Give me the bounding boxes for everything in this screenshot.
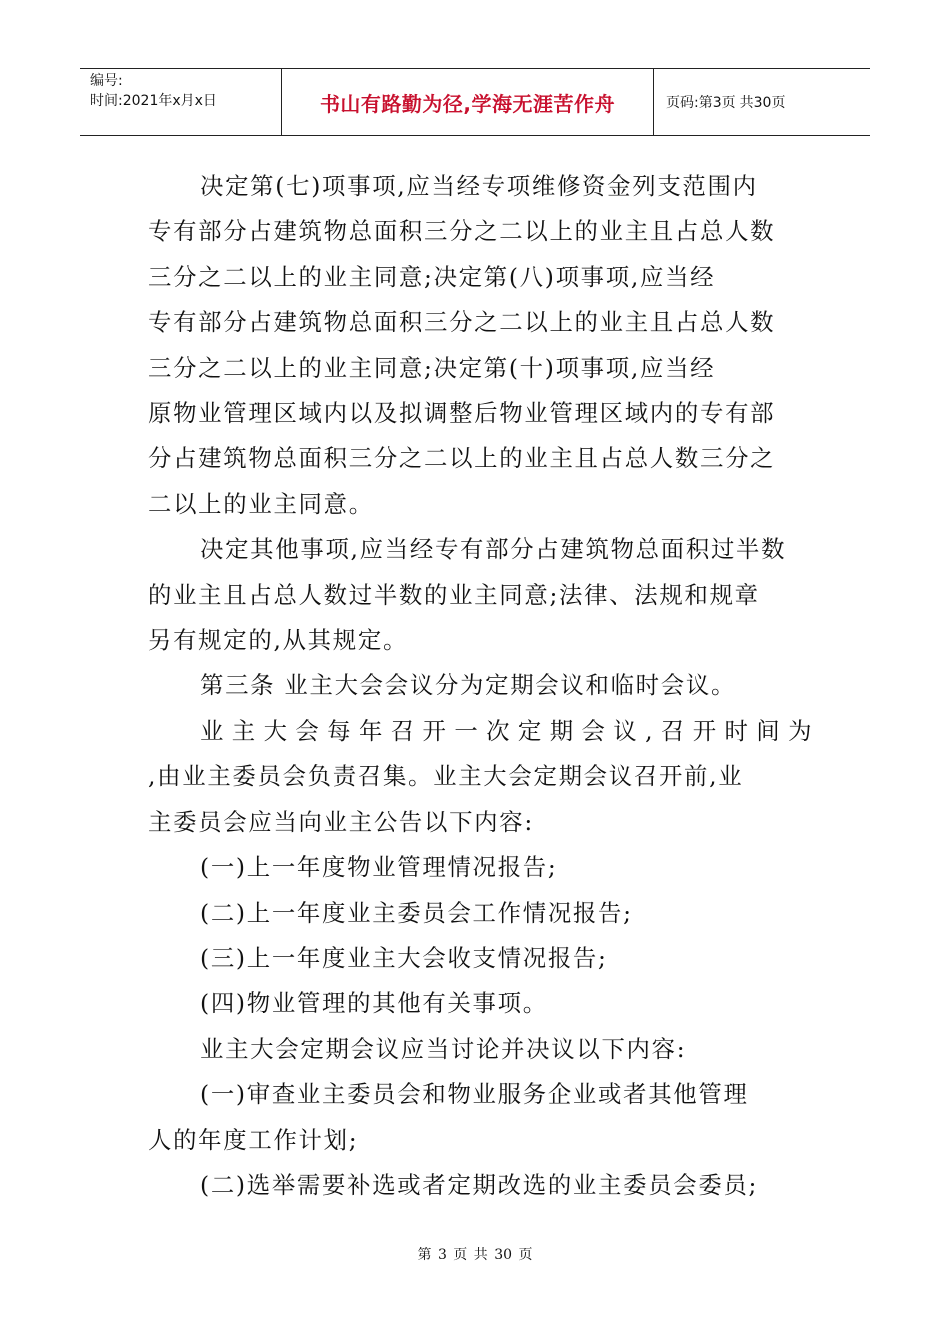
header-page-cell <box>654 69 870 135</box>
motto-text: 书山有路勤为径,学海无涯苦作舟 <box>319 91 616 116</box>
body-line: 原物业管理区域内以及拟调整后物业管理区域内的专有部 <box>148 399 776 428</box>
body-line: 二以上的业主同意。 <box>148 489 374 518</box>
page-footer <box>0 1244 950 1264</box>
body-line: 决定第(七)项事项,应当经专项维修资金列支范围内 <box>200 172 758 200</box>
time-label: 时间:2021年x月x日 <box>90 93 217 109</box>
page-total: 共30页 <box>739 95 786 111</box>
document-header <box>80 68 870 136</box>
list-item: (二)选举需要补选或者定期改选的业主委员会委员; <box>200 1170 759 1199</box>
article-heading: 第三条 业主大会会议分为定期会议和临时会议。 <box>200 671 737 700</box>
list-item: (一)审查业主委员会和物业服务企业或者其他管理 <box>200 1080 749 1109</box>
body-line: 业主大会每年召开一次定期会议,召开时间为 <box>200 716 820 745</box>
body-line: 专有部分占建筑物总面积三分之二以上的业主且占总人数 <box>148 308 776 337</box>
body-line: 的业主且占总人数过半数的业主同意;法律、法规和规章 <box>148 580 760 609</box>
body-line: 三分之二以上的业主同意;决定第(十)项事项,应当经 <box>148 353 716 382</box>
body-line: 人的年度工作计划; <box>148 1125 359 1154</box>
body-line: 分占建筑物总面积三分之二以上的业主且占总人数三分之 <box>148 444 776 473</box>
body-line: 专有部分占建筑物总面积三分之二以上的业主且占总人数 <box>148 217 776 246</box>
footer-page-number: 第 3 页 共 30 页 <box>417 1247 533 1263</box>
body-line: 三分之二以上的业主同意;决定第(八)项事项,应当经 <box>148 262 716 291</box>
body-line: 决定其他事项,应当经专有部分占建筑物总面积过半数 <box>200 535 787 564</box>
list-item: (四)物业管理的其他有关事项。 <box>200 989 548 1018</box>
page-info: 页码:第3页 <box>666 95 736 111</box>
list-item: (三)上一年度业主大会收支情况报告; <box>200 943 608 972</box>
body-line: 另有规定的,从其规定。 <box>148 626 409 655</box>
list-item: (二)上一年度业主委员会工作情况报告; <box>200 898 633 927</box>
header-motto-cell <box>282 69 654 135</box>
document-body <box>148 164 820 1208</box>
body-line: 主委员会应当向业主公告以下内容: <box>148 807 534 836</box>
header-meta-cell <box>80 69 282 135</box>
number-label: 编号: <box>90 73 123 89</box>
list-item: (一)上一年度物业管理情况报告; <box>200 853 558 882</box>
body-line: 业主大会定期会议应当讨论并决议以下内容: <box>200 1034 687 1063</box>
body-line: ,由业主委员会负责召集。业主大会定期会议召开前,业 <box>148 762 744 791</box>
